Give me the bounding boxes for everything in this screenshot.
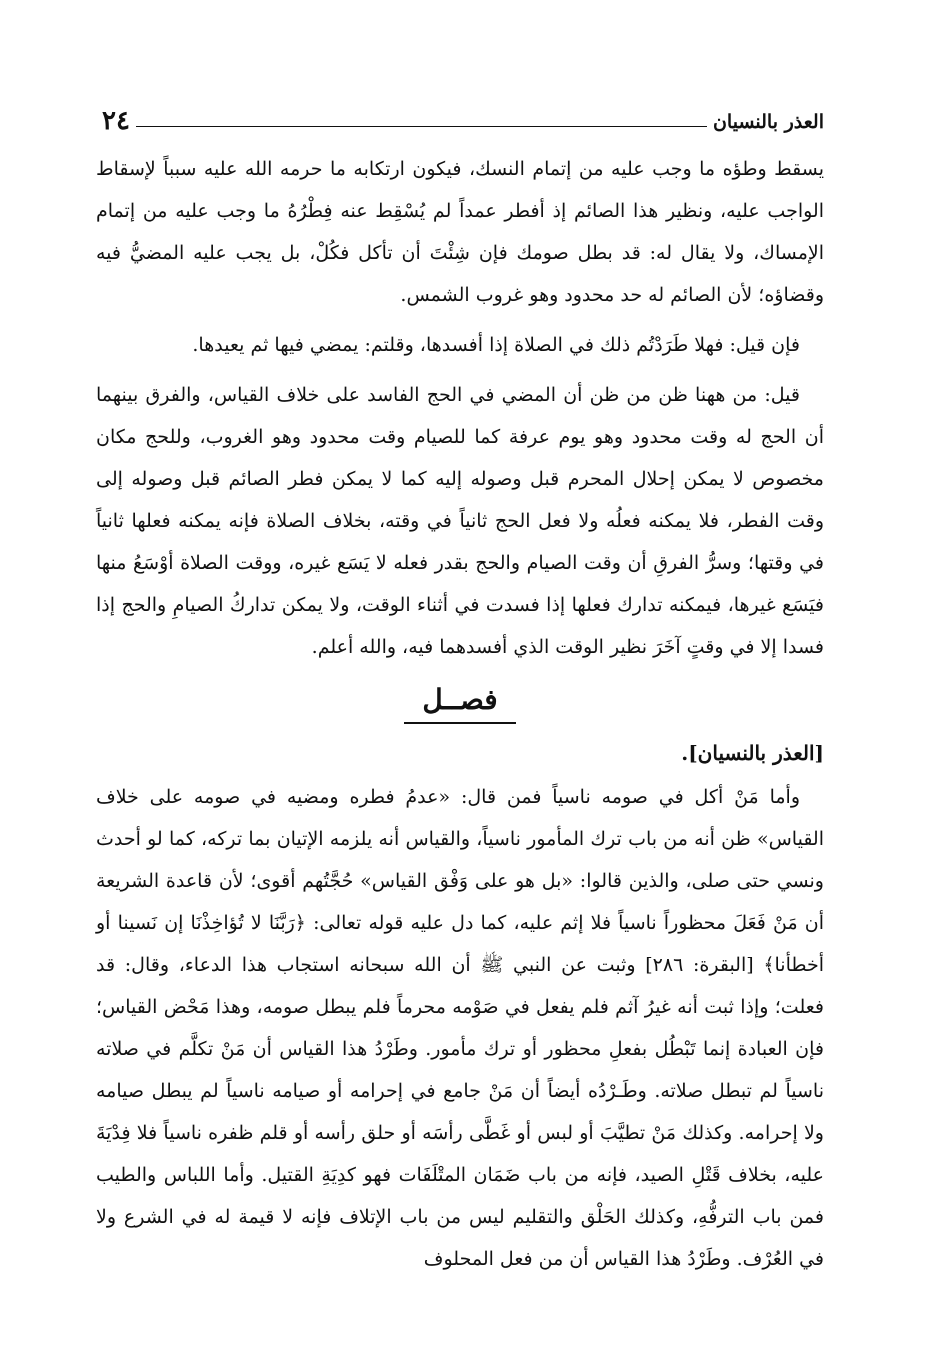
- paragraph-forgetful-eating: وأما مَنْ أكل في صومه ناسياً فمن قال: «عدمُ فطره ومضيه في صومه على خلاف القياس» ظن أنه من باب ترك المأمور ناسياً، والقياس أنه يلزمه الإتيان بما تركه، كما لو أحدث ونسي حتى صلى، والذين قالوا: «بل هو على وَفْق القياس» حُجَّتُهم أقوى؛ لأن قاعدة الشريعة أن مَنْ فَعَلَ محظوراً ناسياً فلا إثم عليه، كما دل عليه قوله تعالى: ﴿رَبَّنَا لا تُؤاخِذْنَا إن نَسينا أو أخطأنا﴾ [البقرة: ٢٨٦] وثبت عن النبي ﷺ أن الله سبحانه استجاب هذا الدعاء، وقال: قد فعلت؛ وإذا ثبت أنه غيرُ آثم فلم يفعل في صَوْمه محرماً فلم يبطل صومه، وهذا مَحْض القياس؛ فإن العبادة إنما تَبْطُل بفعلِ محظور أو ترك مأمور. وطَرْدُ هذا القياس أن مَنْ تكلَّم في صلاته ناسياً لم تبطل صلاته. وطَـرْدُه أيضاً أن مَنْ جامع في إحرامه أو صيامه ناسياً لم يبطل صيامه ولا إحرامه. وكذلك مَنْ تطيَّبَ أو لبس أو غَطَّى رأسَه أو حلق رأسه أو قلم ظفره ناسياً فلا فِدْيَةَ عليه، بخلاف قَتْلِ الصيد، فإنه من باب ضَمَان المتْلَفَات فهو كدِيَةِ القتيل. وأما اللباس والطيب فمن باب الترفُّهِ، وكذلك الحَلْق والتقليم ليس من باب الإتلاف فإنه لا قيمة له في الشرع ولا في العُرْف. وطَرْدُ هذا القياس أن من فعل المحلوف: [96, 786, 824, 1270]
- paragraph-continuation: يسقط وطؤه ما وجب عليه من إتمام النسك، فيكون ارتكابه ما حرمه الله عليه سبباً لإسقاط الواجب عليه، ونظير هذا الصائم إذ أفطر عمداً لم يُسْقِط عنه فِطْرُهُ ما وجب عليه من إتمام الإمساك، ولا يقال له: قد بطل صومك فإن شِئْتَ أن تأكل فكُلْ، بل يجب عليه المضيُّ فيه وقضاؤه؛ لأن الصائم له حد محدود وهو غروب الشمس.: [96, 158, 824, 306]
- paragraph-answer: قيل: من ههنا ظن من ظن أن المضي في الحج الفاسد على خلاف القياس، والفرق بينهما أن الحج له وقت محدود وهو يوم عرفة كما للصيام وقت محدود وهو الغروب، وللحج مكان مخصوص لا يمكن إحلال المحرم قبل وصوله إليه كما لا يمكن فطر الصائم قبل وصوله إلى وقت الفطر، فلا يمكنه فعلُه ولا فعل الحج ثانياً في وقته، بخلاف الصلاة فإنه يمكنه فعلها ثانياً في وقتها؛ وسرُّ الفرقِ أن وقت الصيام والحج بقدر فعله لا يَسَع غيره، ووقت الصلاة أوْسَعُ منها فيَسَع غيرها، فيمكنه تدارك فعلها إذا فسدت في أثناء الوقت، ولا يمكن تداركُ الصيامِ والحج إذا فسدا إلا في وقتٍ آخَرَ نظير الوقت الذي أفسدهما فيه، والله أعلم.: [96, 384, 824, 658]
- running-header: [96, 96, 824, 134]
- section-heading: [96, 680, 824, 724]
- section-heading-text: فصــل: [404, 680, 515, 724]
- book-page: [96, 96, 824, 1280]
- sub-heading: [العذر بالنسيان].: [681, 741, 824, 765]
- page-number: ٢٤: [102, 106, 130, 136]
- running-title: العذر بالنسيان: [712, 111, 824, 133]
- header-rule: [136, 126, 707, 127]
- paragraph-question: فإن قيل: فهلا طَرَدْتُم ذلك في الصلاة إذا أفسدها، وقلتم: يمضي فيها ثم يعيدها.: [192, 334, 800, 356]
